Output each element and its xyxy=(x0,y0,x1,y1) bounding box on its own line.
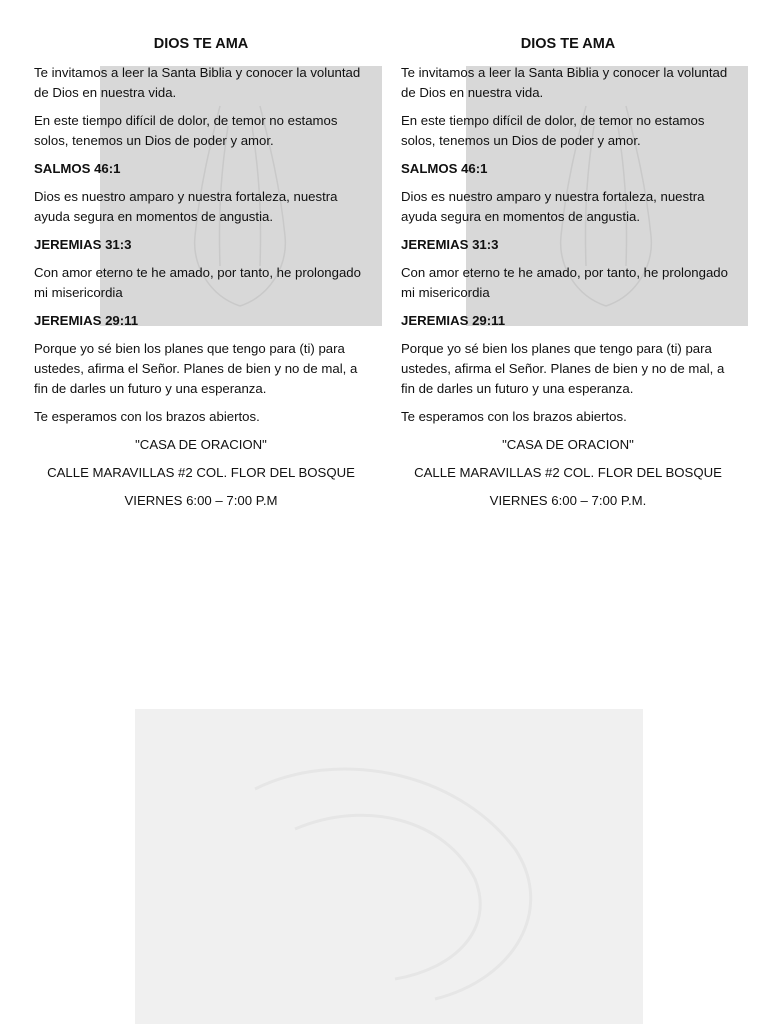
verse-reference: JEREMIAS 29:11 xyxy=(34,313,139,328)
verse-text: Porque yo sé bien los planes que tengo para (ti) para ustedes, afirma el Señor. Planes de bien y no de mal, a fin de darles un futuro y una esperanza. xyxy=(401,341,725,396)
faded-background-image xyxy=(135,709,643,1024)
place-name: "CASA DE ORACION" xyxy=(135,437,267,452)
context-paragraph: En este tiempo difícil de dolor, de temor no estamos solos, tenemos un Dios de poder y amor. xyxy=(401,113,705,148)
verse-text: Dios es nuestro amparo y nuestra fortaleza, nuestra ayuda segura en momentos de angustia. xyxy=(34,189,338,224)
intro-paragraph: Te invitamos a leer la Santa Biblia y conocer la voluntad de Dios en nuestra vida. xyxy=(34,65,361,100)
closing-line: Te esperamos con los brazos abiertos. xyxy=(34,409,260,424)
verse-text: Con amor eterno te he amado, por tanto, he prolongado mi misericordia xyxy=(401,265,728,300)
verse-text: Dios es nuestro amparo y nuestra fortaleza, nuestra ayuda segura en momentos de angustia. xyxy=(401,189,705,224)
verse-reference: SALMOS 46:1 xyxy=(401,161,488,176)
place-name: "CASA DE ORACION" xyxy=(502,437,634,452)
verse-reference: SALMOS 46:1 xyxy=(34,161,121,176)
verse-text: Porque yo sé bien los planes que tengo para (ti) para ustedes, afirma el Señor. Planes de bien y no de mal, a fin de darles un futuro y una esperanza. xyxy=(34,341,358,396)
flyer-title: DIOS TE AMA xyxy=(153,36,249,52)
address-line: CALLE MARAVILLAS #2 COL. FLOR DEL BOSQUE xyxy=(47,465,355,480)
flyer-title: DIOS TE AMA xyxy=(520,36,616,52)
address-line: CALLE MARAVILLAS #2 COL. FLOR DEL BOSQUE xyxy=(414,465,722,480)
schedule-line: VIERNES 6:00 – 7:00 P.M xyxy=(124,493,278,508)
intro-paragraph: Te invitamos a leer la Santa Biblia y conocer la voluntad de Dios en nuestra vida. xyxy=(401,65,728,100)
context-paragraph: En este tiempo difícil de dolor, de temor no estamos solos, tenemos un Dios de poder y amor. xyxy=(34,113,338,148)
verse-reference: JEREMIAS 31:3 xyxy=(34,237,132,252)
closing-line: Te esperamos con los brazos abiertos. xyxy=(401,409,627,424)
flyer-left xyxy=(34,34,368,519)
verse-text: Con amor eterno te he amado, por tanto, he prolongado mi misericordia xyxy=(34,265,361,300)
flyer-right xyxy=(401,34,735,519)
praying-hands-icon xyxy=(135,709,643,1024)
schedule-line: VIERNES 6:00 – 7:00 P.M. xyxy=(489,493,647,508)
verse-reference: JEREMIAS 29:11 xyxy=(401,313,506,328)
verse-reference: JEREMIAS 31:3 xyxy=(401,237,499,252)
